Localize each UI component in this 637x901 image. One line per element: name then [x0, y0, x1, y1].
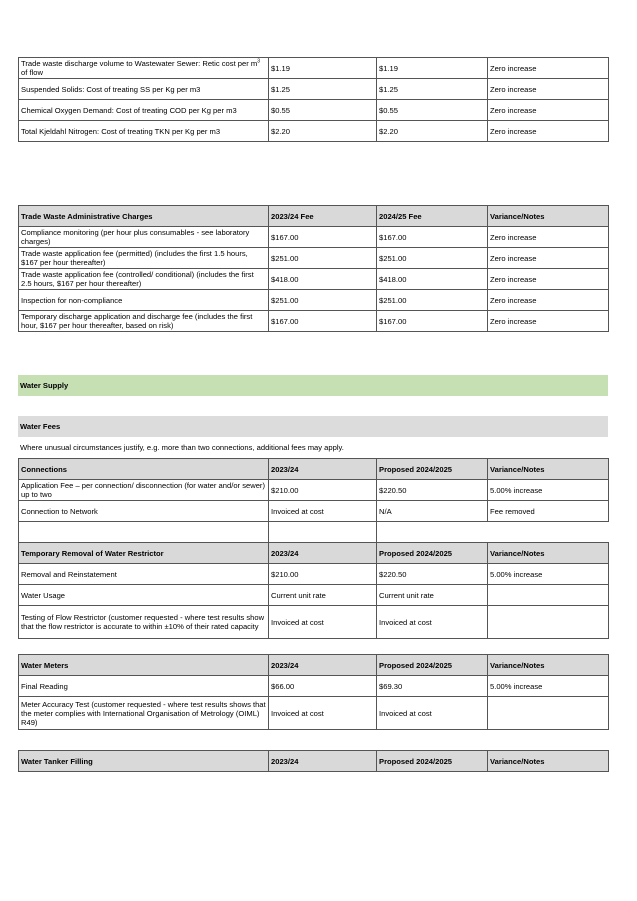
fee-2023-24: Invoiced at cost: [269, 501, 377, 522]
variance-note: Zero increase: [488, 58, 609, 79]
fee-2024-25: $251.00: [377, 290, 488, 311]
fee-2023-24: $1.25: [269, 79, 377, 100]
table-header-row: [19, 543, 609, 564]
fee-2024-25: $167.00: [377, 311, 488, 332]
fee-description: Compliance monitoring (per hour plus consumables - see laboratory charges): [19, 227, 269, 248]
table-header-row: [19, 459, 609, 480]
section-water-fees: Water Fees: [18, 416, 608, 437]
header-variance: Variance/Notes: [488, 751, 609, 772]
table-row: [19, 480, 609, 501]
fee-description: Inspection for non-compliance: [19, 290, 269, 311]
table-row: [19, 121, 609, 142]
water-meters-table: [18, 654, 609, 730]
table-row: [19, 585, 609, 606]
header-2024-25: 2024/25 Fee: [377, 206, 488, 227]
section-water-supply: Water Supply: [18, 375, 608, 396]
fee-2023-24: Invoiced at cost: [269, 697, 377, 730]
fee-description: Removal and Reinstatement: [19, 564, 269, 585]
empty-cell: [19, 522, 269, 543]
table-row: [19, 79, 609, 100]
variance-note: Zero increase: [488, 269, 609, 290]
fee-2024-25: $167.00: [377, 227, 488, 248]
fee-description: Meter Accuracy Test (customer requested - where test results shows that the meter complies with International Organisation of Metrology (OIML) R49): [19, 697, 269, 730]
variance-note: [488, 697, 609, 730]
header-2023-24: 2023/24: [269, 543, 377, 564]
fee-2023-24: $66.00: [269, 676, 377, 697]
table-row: [19, 269, 609, 290]
variance-note: 5.00% increase: [488, 480, 609, 501]
fee-2023-24: $167.00: [269, 311, 377, 332]
header-2024-25: Proposed 2024/2025: [377, 543, 488, 564]
fee-2023-24: $251.00: [269, 290, 377, 311]
header-2024-25: Proposed 2024/2025: [377, 751, 488, 772]
fee-description: Trade waste discharge volume to Wastewater Sewer: Retic cost per $m^3$ of flow: [19, 58, 269, 79]
fee-description: Suspended Solids: Cost of treating SS per Kg per m3: [19, 79, 269, 100]
fee-2024-25: Invoiced at cost: [377, 697, 488, 730]
fee-description: Testing of Flow Restrictor (customer requested - where test results show that the flow restrictor is accurate to within ±10% of their rated capacity: [19, 606, 269, 639]
table-row: [19, 100, 609, 121]
header-2023-24: 2023/24: [269, 655, 377, 676]
fee-2023-24: $1.19: [269, 58, 377, 79]
fee-2024-25: $1.25: [377, 79, 488, 100]
variance-note: Zero increase: [488, 79, 609, 100]
fee-2024-25: $69.30: [377, 676, 488, 697]
connections-table: [18, 458, 609, 543]
fee-2024-25: N/A: [377, 501, 488, 522]
variance-note: [488, 606, 609, 639]
fee-2024-25: $220.50: [377, 480, 488, 501]
empty-cell: [377, 522, 488, 543]
fee-2023-24: $418.00: [269, 269, 377, 290]
fee-2024-25: $220.50: [377, 564, 488, 585]
variance-note: 5.00% increase: [488, 676, 609, 697]
fee-2023-24: $210.00: [269, 564, 377, 585]
fee-description: Application Fee – per connection/ disconnection (for water and/or sewer) up to two: [19, 480, 269, 501]
variance-note: Fee removed: [488, 501, 609, 522]
fee-2023-24: Invoiced at cost: [269, 606, 377, 639]
fee-description: Trade waste application fee (controlled/ conditional) (includes the first 2.5 hours, $167 per hour thereafter): [19, 269, 269, 290]
fee-2023-24: $0.55: [269, 100, 377, 121]
header-title: Temporary Removal of Water Restrictor: [19, 543, 269, 564]
fee-2023-24: $251.00: [269, 248, 377, 269]
admin-charges-table: [18, 205, 609, 332]
water-tanker-table: [18, 750, 609, 772]
header-2023-24: 2023/24: [269, 459, 377, 480]
table-header-row: [19, 751, 609, 772]
restrictor-table: [18, 542, 609, 639]
variance-note: [488, 585, 609, 606]
empty-cell: [269, 522, 377, 543]
additional-fees-note: Where unusual circumstances justify, e.g. more than two connections, additional fees may apply.: [20, 443, 344, 452]
table-row: [19, 501, 609, 522]
fee-description: Trade waste application fee (permitted) (includes the first 1.5 hours, $167 per hour thereafter): [19, 248, 269, 269]
fee-2024-25: $2.20: [377, 121, 488, 142]
fee-2023-24: $210.00: [269, 480, 377, 501]
table-row: [19, 564, 609, 585]
header-variance: Variance/Notes: [488, 543, 609, 564]
header-2024-25: Proposed 2024/2025: [377, 459, 488, 480]
header-2023-24: 2023/24 Fee: [269, 206, 377, 227]
table-row: [19, 290, 609, 311]
fee-2024-25: Current unit rate: [377, 585, 488, 606]
variance-note: Zero increase: [488, 227, 609, 248]
fee-2024-25: Invoiced at cost: [377, 606, 488, 639]
variance-note: Zero increase: [488, 248, 609, 269]
variance-note: Zero increase: [488, 100, 609, 121]
fee-2024-25: $251.00: [377, 248, 488, 269]
header-title: Water Tanker Filling: [19, 751, 269, 772]
header-variance: Variance/Notes: [488, 459, 609, 480]
table-row: [19, 311, 609, 332]
table-row: [19, 227, 609, 248]
table-row: [19, 676, 609, 697]
header-title: Water Meters: [19, 655, 269, 676]
fee-2023-24: $167.00: [269, 227, 377, 248]
header-title: Connections: [19, 459, 269, 480]
fee-2024-25: $418.00: [377, 269, 488, 290]
header-variance: Variance/Notes: [488, 655, 609, 676]
fee-description: Total Kjeldahl Nitrogen: Cost of treating TKN per Kg per m3: [19, 121, 269, 142]
table-header-row: [19, 655, 609, 676]
variance-note: Zero increase: [488, 311, 609, 332]
table-spacer-row: [19, 522, 609, 543]
fee-2023-24: Current unit rate: [269, 585, 377, 606]
table-row: [19, 697, 609, 730]
fee-2024-25: $1.19: [377, 58, 488, 79]
fee-description: Final Reading: [19, 676, 269, 697]
table-row: [19, 58, 609, 79]
variance-note: 5.00% increase: [488, 564, 609, 585]
fee-2024-25: $0.55: [377, 100, 488, 121]
header-variance: Variance/Notes: [488, 206, 609, 227]
table-row: [19, 606, 609, 639]
variance-note: Zero increase: [488, 121, 609, 142]
table-header-row: [19, 206, 609, 227]
fee-description: Chemical Oxygen Demand: Cost of treating COD per Kg per m3: [19, 100, 269, 121]
sewer-cost-table: [18, 57, 609, 142]
table-row: [19, 248, 609, 269]
fee-description: Temporary discharge application and discharge fee (includes the first hour, $167 per hour thereafter, based on risk): [19, 311, 269, 332]
header-2023-24: 2023/24: [269, 751, 377, 772]
header-title: Trade Waste Administrative Charges: [19, 206, 269, 227]
fee-description: Water Usage: [19, 585, 269, 606]
empty-cell: [488, 522, 609, 543]
header-2024-25: Proposed 2024/2025: [377, 655, 488, 676]
variance-note: Zero increase: [488, 290, 609, 311]
fee-description: Connection to Network: [19, 501, 269, 522]
fee-2023-24: $2.20: [269, 121, 377, 142]
